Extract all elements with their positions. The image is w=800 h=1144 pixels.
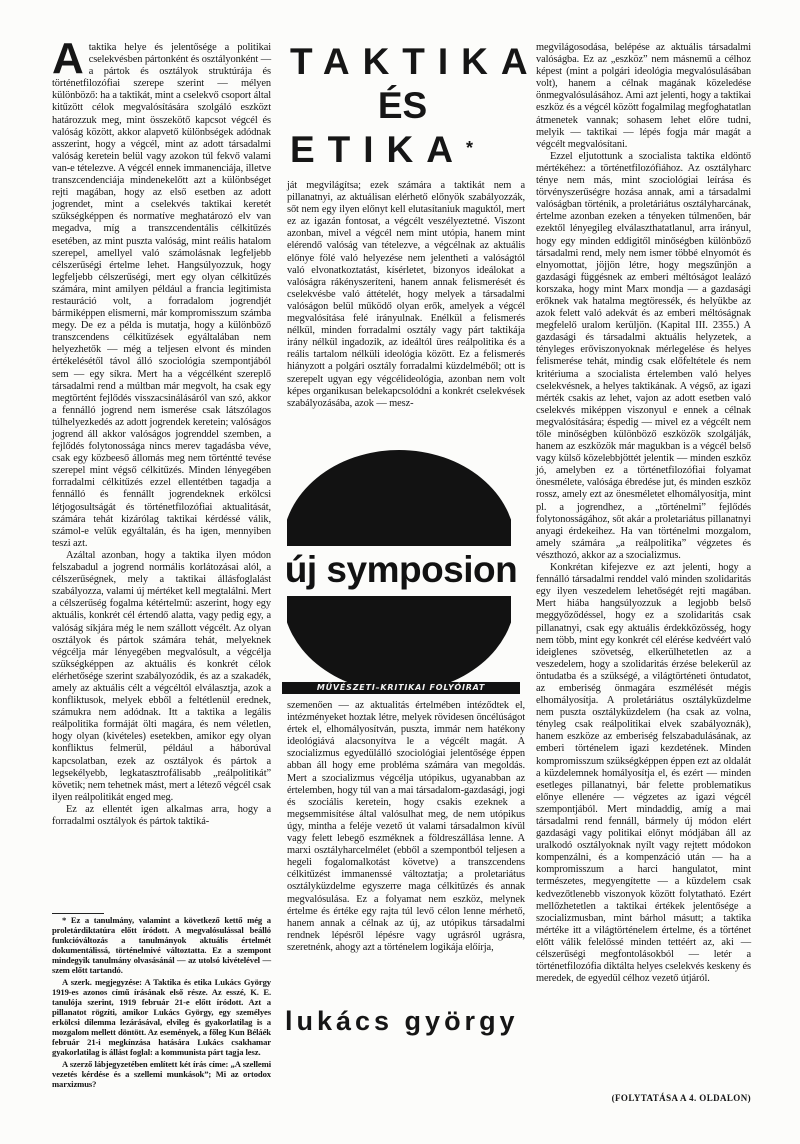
footnotes [52,915,271,1089]
title-line-es: ÉS [377,85,428,126]
paragraph: Ez az ellentét igen alkalmas arra, hogy a forradalmi osztályok és pártok taktiká- [52,803,271,827]
footnote: A szerző lábjegyzetében említett két írás címe: „A szellemi vezetés kérdése és a szellemi munkások”; Mi az ortodox marxizmus? [52,1059,271,1089]
paragraph: Azáltal azonban, hogy a taktika ilyen módon felszabadul a jogrend normális korlátozásai alól, a célszerűségnek, mely a taktikai állásfoglalást szabályozza, valami új mértéket kell megtalálni. Mert a célszerűség fogalma kétértelmű: aszerint, hogy egy aktuális, konkrét cél értendő alatta, vagy pedig egy, a valóság síkjára még le nem szállott végcélt. Az olyan osztályok és pártok számára tehát, melyeknek végcélja már lényegében megvalósult, a végcélja szükségképpen az aktuális és konkrét célok elérhetősége szerint szabályozódik, és az a szakadék, amely az aktuális célt a végcéltól elválasztja, azok a konfliktusok, melyek ebből a feltétlenül erednek, számukra nem adódnak. Itt a taktika a legális reálpolitika formáját ölti magára, és nem véletlen, hogy olyan (kivételes) esetekben, amikor egy olyan konfliktus felmerül, például a háborúval kapcsolatban, ezek az osztályok és pártok a legsekélyebb, legkatasztrofálisabb „reálpolitikát” követik; nem tehetnek mást, mert a létező végcél csak ilyen reálpolitikát enged meg. [52,549,271,803]
footnote: * Ez a tanulmány, valamint a következő kettő még a proletárdiktatúra előtt íródott. A megvalósulással beálló funkcióváltozás a tanulmányok aktuális értelmét dokumentálissá, történelmivé változtatta. Ez a szempont mindegyik tanulmány olvasásánál — az utolsó kivételével — szem előtt tartandó. [52,915,271,975]
logo-half-disc-bottom [287,596,511,692]
article-column-2-top [287,180,525,458]
paragraph: szemenően — az aktualitás értelmében intéződtek el, intézményeket hoztak létre, melyek rövidesen öncélúságot értek el, elhomályosítván, puszta, immár nem hatékony ideológiává alacsonyítva le a végcélt magát. A szocializmus egyedülálló szociológiai jelentősége éppen abban áll hogy eme probléma számára van megoldás. Mert a szocializmus végcélja utópikus, ugyanabban az értelemben, hogy túl van a mai társadalom-gazdasági, jogi és szociális keretein, hogy csakis ezeknek a megsemmisítése által valósulhat meg, de nem utópikus úgy, mintha a feléje vezető út valami társadalmon kívül vagy felett lebegő eszméknek a földreszállása lenne. A marxi osztályharcelmélet (ebből a szempontból teljesen a hegeli fogalomalkotást követve) a transzcendens célkitűzést immanenssé változtatja; a proletariátus osztályküzdelme egyszerre maga célkitűzés és annak megvalósulása. Ez a folyamat nem eszköz, melynek értelme és értéke egy rajta túl levő célon lenne mérhető, hanem annak a célnak az új, az utópikus társadalmi rendnek lépésről lépésre vagy ugrásról ugrásra, szeretnénk, ahogy azt a történelem logikája előírja, [287,700,525,953]
title-line-etika [290,130,515,170]
paragraph: ját megvilágítsa; ezek számára a taktikát nem a pillanatnyi, az aktuálisan elérhető előnyök szabályozzák, sőt nem egy ilyen előnyt kell elutasítaniuk maguktól, mert ez az igazán fontosat, a végcélt veszélyeztetné. Viszont azonban, mivel a végcél nem mint utópia, hanem mint elérendő valóság van tételezve, a végcélnak az aktuális előnye fölé való helyezése nem jelentheti a valóságtól való elvonatkoztatást, kísérletet, bizonyos ideálokat a valóságra rákényszeríteni, hanem annak felismerését és cselekvésbe való áttételét, hogy melyek a társadalmi valóságon belül működő olyan erők, amelyek a végcél megvalósítása felé irányulnak. Enélkül a felismerés nélkül, minden forradalmi osztály vagy párt taktikája irány nélkül ingadozik, az ideáltól üres reálpolitika és a reális tartalom nélküli ideológia között. Ez a felismerés hiányzott a polgári osztály forradalmi küzdelméből; ott is szerepelt ugyan egy végcélideológia, azonban nem volt képes organikusan belekapcsolódni a konkrét cselekvések szabályozásába, azok — mesz- [287,180,525,409]
paragraph: megvilágosodása, belépése az aktuális társadalmi valóságba. Ez az „eszköz” nem másnemű a célhoz képest (mint a polgári ideológia megvalósulásában volt), hanem a célnak magának közeledése önmegvalósulásához. Ami azt jelenti, hogy a taktikai eszköz és a végcél között fogalmilag megfoghatatlan átmenetek vannak; sohasem lehet előre tudni, melyik — taktikai — lépés fogja már magát a végcélt megvalósítani. [536,42,751,150]
footnote-mark: * [466,138,474,158]
article-column-1 [52,34,271,910]
magazine-subtitle: MŰVÉSZETI–KRITIKAI FOLYÓIRAT [282,682,520,694]
article-title [290,41,541,174]
drop-cap: A [52,34,84,83]
paragraph: Ezzel eljutottunk a szocialista taktika eldöntő mértékéhez: a történetfilozófiához. Az osztályharc ténye nem más, mint szociológiai leírása és törvényszerűségre hozása annak, ami a társadalmi valóságban történik, a proletáriátus osztályharcának, értelme azonban ezeken a tényeken túlmenően, bár ezektől lényegileg elválaszthatatlanul, arra irányul, hogy egy minden eddigitől minőségben különböző társadalmi rend, mely nem ismer többé elnyomót és elnyomottat, jöjjön létre, hogy megszűnjön a gazdasági függésnek az emberi méltóságot lealázó korszaka, hogy mint Marx mondja — a gazdasági erőknek vak hatalma megtöressék, és helyükbe az azok felett való adekvát és az emberi méltóságnak megfelelő uralom kerüljön. (Kapital III. 2355.) A gazdasági és társadalmi aktuális helyzetek, a tényleges erőviszonyoknak mérlegelése és helyes felismerése tehát, mindig csak előfeltétele és nem kritériuma a szocialista értelemben való helyes cselekvésnek, a helyes taktikának. A végső, az igazi mérték csakis az lehet, vajon az adott esetben való cselekvés miképpen viszonyul e ennek a célnak megvalósítására; éspedig — mivel ez a végcélt nem tőle minőségben különböző eszközök szolgálják, hanem az eszközök már magukban is a végcél belső vagy külső közelebbjöttét jelentik — minden eszköz jó, amelyben ez a történetfilozófiai folyamat önesmélete, valósága ébredése jut, és minden eszköz rossz, amely ezt az önesméletet elhomályosítja, mint pl. a jogrendhez, a „történelmi” fejlődés folytonosságához, sőt akár a proletariátus pillanatnyi anyagi érdekeihez. Ha van történelmi mozgalom, amely számára „a reálpolitika” végzetes és vészthozó, akkor az a szocializmus. [536,150,751,561]
magazine-name: új symposion [284,549,518,590]
magazine-logo [282,448,520,708]
logo-half-disc-top [287,450,511,546]
paragraph: taktika helye és jelentősége a politikai cselekvésben pártonként és osztályonként — a pártok és osztályok struktúrája és történetfilozófiai szerepe szerint — mélyen különböző: ha a taktikát, mint a cselekvő csoport által kitűzött célok megvalósítására szolgáló eszközt határozzuk meg, mint összekötő kapcsot végcél és valóság között, akkor alapvető különbségek adódnak asszerint, hogy a végcél, mint az adott társadalmi valóság keretein belül vagy azokon túl fekvő valami van-e tételezve. A végcél ennek immanenciája, illetve transzcendenciája mindenekelőtt azt a különbséget rejti magában, hogy az első esetben az adott jogrendet, mint a cselekvés taktikai keretét szükségképpen és normatíve meghatározó elv van megadva, míg a transzcendentális célkitűzés esetében, az mint puszta valóság, mint reális hatalom szerepel, amellyel való számolásnak legfeljebb célszerűségi értelme lehet. Hangsúlyozzuk, hogy legfeljebb célszerűségi, mert egy olyan célkitűzés számára, mint amilyen például a francia legitimista restauráció volt, a forradalom jogrendjét bármiképpen elismerni, már kompromisszum számba megy. De ez a példa is mutatja, hogy a különböző transzcendens célkitűzések egyáltalában nem helyezhetők — még a teljesen elvont és minden értékelésétől távol álló szociológia szempontjából sem — egy síkra. Mert ha a végcélként szereplő társadalmi rend a múltban már megvolt, ha csak egy megtörtént fejlődés visszacsinálásáról van szó, akkor a fennálló jogrend nem ismerése csak látszólagos túlhelyezkedés az adott jogrendek keretein; valóságos jogrend áll akkor valóságos jogrenddel szemben, a fejlődés folytonossága nincs merev tagadásba véve, csak egy közbeeső állomás meg nem történtté tevése szerepel mint végső célkitűzés. Minden lényegében forradalmi célkitűzés ezzel ellentétben tagadja a fennálló és fennállt jogrendeknek erkölcsi létjogosultságát és történetfilozófiai aktualitását, számára tehát kizárólag taktikai kérdéssé válik, számol-e velük egyáltalán, és ha igen, mennyiben teszi azt. [52,42,271,549]
footnote-divider [52,913,104,914]
author-name: lukács györgy [285,1006,519,1036]
title-line-taktika: TAKTIKA [290,41,541,82]
continuation-note: (FOLYTATÁSA A 4. OLDALON) [611,1093,751,1103]
article-column-3 [536,42,751,1086]
title-word: ETIKA [290,129,466,170]
paragraph: Konkrétan kifejezve ez azt jelenti, hogy a fennálló társadalmi renddel való minden szolidaritás egy ilyen veszedelem lehetőségét rejti magában. Mert hiába hangsúlyozzuk a legjobb belső meggyőződéssel, hogy ez a szolidaritás csak pillanatnyi, csak egy aktuális érdekközösség, hogy nem több, mint egy konkrét cél elérése kedvéért való ideiglenes szövetség, elkerülhetetlen az a veszedelem, hogy a szolidaritás érzése belekerül az öntudatba és a szükségé, a világtörténeti öntudatot, az emberiség önmagára eszmélését mégis elhomályosítja. A proletáriátus osztályküzdelme nem puszta osztályküzdelem (ha csak az volna, tényleg csak reálpolitikai elvek szabályoznák), hanem eszköze az emberiség felszabadulásának, az emberi történelem igazi kezdetének. Minden kompromisszum szükségképpen éppen ezt az oldalát a küzdelemnek homályosítja el, és ezért — minden esetleges pillanatnyi, bár felette problematikus előnye ellenére — végzetes az igazi végcél szempontjából. Mert mindaddig, amíg a mai társadalmi rend fennáll, bármely új módon elért gazdasági vagy politikai előnyt módjában áll az uralkodó osztályoknak nyílt vagy rejtett módokon kompenzálni, és a kompenzáció után — ha a kompromisszum a harci hangulatot, mint természetes, megyengítette — a küzdelem csak kedvezőtlenebb viszonyok között folytatható. Ezért mellőzhetetlen a taktikai értékek jelentősége a szocializmusban, mint bárhol másutt; a taktika mértéke itt a világtörténelem értelme, és a történet előtt válik felelőssé minden tettéért az, aki — célszerűségi megfontolásokból — letér a történetfilozófia diktálta helyes cselekvés keskeny és meredek, de egyedül célhoz vezető útjáról. [536,562,751,985]
article-column-2-bottom [287,700,525,1000]
editor-note: A szerk. megjegyzése: A Taktika és etika Lukács György 1919-es azonos című írásának első része. Az esszé, K. E. tanulója szerint, 1919 február 21-e előtt íródott. Azt a pillanatot rögzíti, amikor Lukács György, egy személyes erkölcsi dilemma lezárásával, elvileg és gyakorlatilag is a mozgalom mellett döntött. Az események, a főleg Kun Béláék február 21-i megkínzása hatására Lukács csakhamar gyakorlatilag is állást foglal: a kommunista párt tagja lesz. [52,977,271,1057]
